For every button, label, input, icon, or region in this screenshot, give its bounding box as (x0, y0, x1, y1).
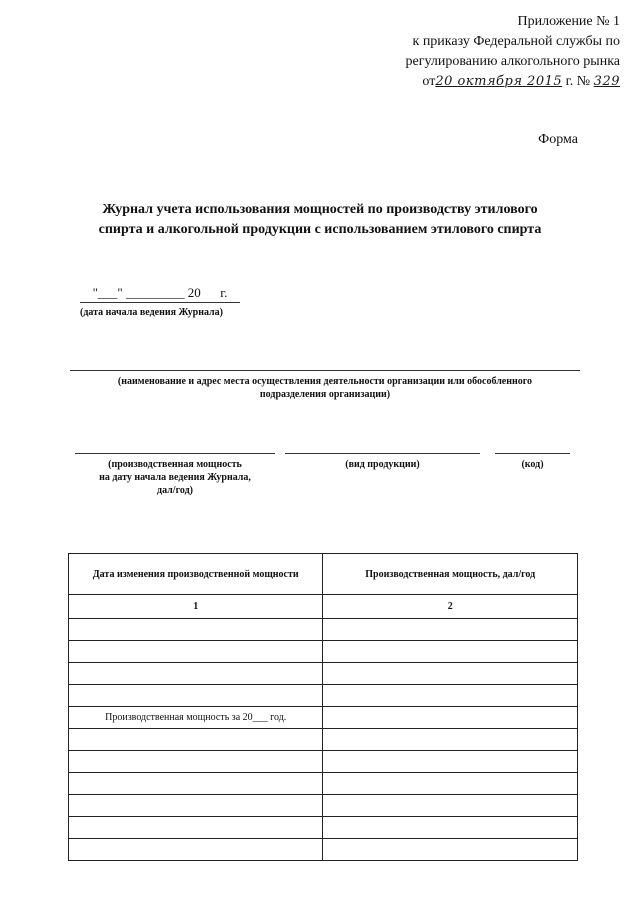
table-cell (69, 795, 323, 817)
organization-caption-line-2: подразделения организации) (259, 389, 391, 400)
year-number-label: г. № (565, 74, 591, 89)
title-line-1: Журнал учета использования мощностей по производству этилового (102, 202, 538, 217)
start-date-block (80, 285, 240, 318)
capacity-caption-line-3: дал/год) (157, 485, 193, 496)
table-cell (323, 663, 578, 685)
table-row (69, 685, 578, 707)
product-caption: (вид продукции) (345, 459, 420, 470)
table-row (69, 839, 578, 861)
capacity-rule (75, 453, 275, 454)
table-cell (69, 839, 323, 861)
table-cell (69, 817, 323, 839)
header-change-date: Дата изменения производственной мощности (69, 554, 323, 595)
column-number-row (69, 595, 578, 619)
table-cell (323, 729, 578, 751)
table-cell (323, 817, 578, 839)
table-row (69, 641, 578, 663)
table-cell (69, 663, 323, 685)
capacity-caption-line-2: на дату начала ведения Журнала, (99, 472, 251, 483)
table-cell (323, 707, 578, 729)
table-cell (323, 773, 578, 795)
table-cell (323, 641, 578, 663)
table-cell (323, 751, 578, 773)
table-row (69, 619, 578, 641)
table-cell (323, 795, 578, 817)
start-date-rule (80, 302, 240, 303)
organization-caption (70, 375, 580, 401)
appendix-agency: регулированию алкогольного рынка (405, 54, 620, 69)
table-cell (69, 751, 323, 773)
title-line-2: спирта и алкогольной продукции с использованием этилового спирта (98, 222, 542, 237)
code-rule (495, 453, 570, 454)
from-prefix: от (422, 74, 436, 89)
table-row (69, 817, 578, 839)
table-cell (323, 619, 578, 641)
handwritten-date: 20 октября 2015 (435, 74, 563, 89)
table-row (69, 773, 578, 795)
appendix-date-line (300, 72, 620, 92)
handwritten-order-number: 329 (593, 74, 620, 89)
table-cell (323, 685, 578, 707)
appendix-order-ref: к приказу Федеральной службы по (412, 34, 620, 49)
table-cell (69, 729, 323, 751)
header-capacity: Производственная мощность, дал/год (323, 554, 578, 595)
product-rule (285, 453, 480, 454)
form-label: Форма (538, 132, 578, 147)
table-row (69, 663, 578, 685)
table-cell (69, 619, 323, 641)
organization-caption-line-1: (наименование и адрес места осуществления деятельности организации или обособленного (117, 376, 533, 387)
document-title (60, 200, 580, 240)
organization-rule (70, 370, 580, 371)
table-row (69, 751, 578, 773)
table-cell (69, 685, 323, 707)
table-header-row (69, 554, 578, 595)
appendix-title: Приложение № 1 (517, 14, 620, 29)
annual-capacity-label: Производственная мощность за 20___ год. (69, 707, 323, 729)
capacity-caption (75, 458, 275, 497)
start-date-field: "___" _________ 20 г. (92, 285, 228, 300)
column-number-1: 1 (69, 595, 323, 619)
annual-capacity-row (69, 707, 578, 729)
code-caption: (код) (521, 459, 544, 470)
table-cell (69, 773, 323, 795)
table-row (69, 795, 578, 817)
start-date-caption: (дата начала ведения Журнала) (80, 307, 223, 318)
capacity-caption-line-1: (производственная мощность (108, 459, 242, 470)
column-number-2: 2 (323, 595, 578, 619)
journal-table (68, 553, 578, 861)
table-cell (323, 839, 578, 861)
table-row (69, 729, 578, 751)
table-cell (69, 641, 323, 663)
appendix-block (300, 12, 620, 92)
